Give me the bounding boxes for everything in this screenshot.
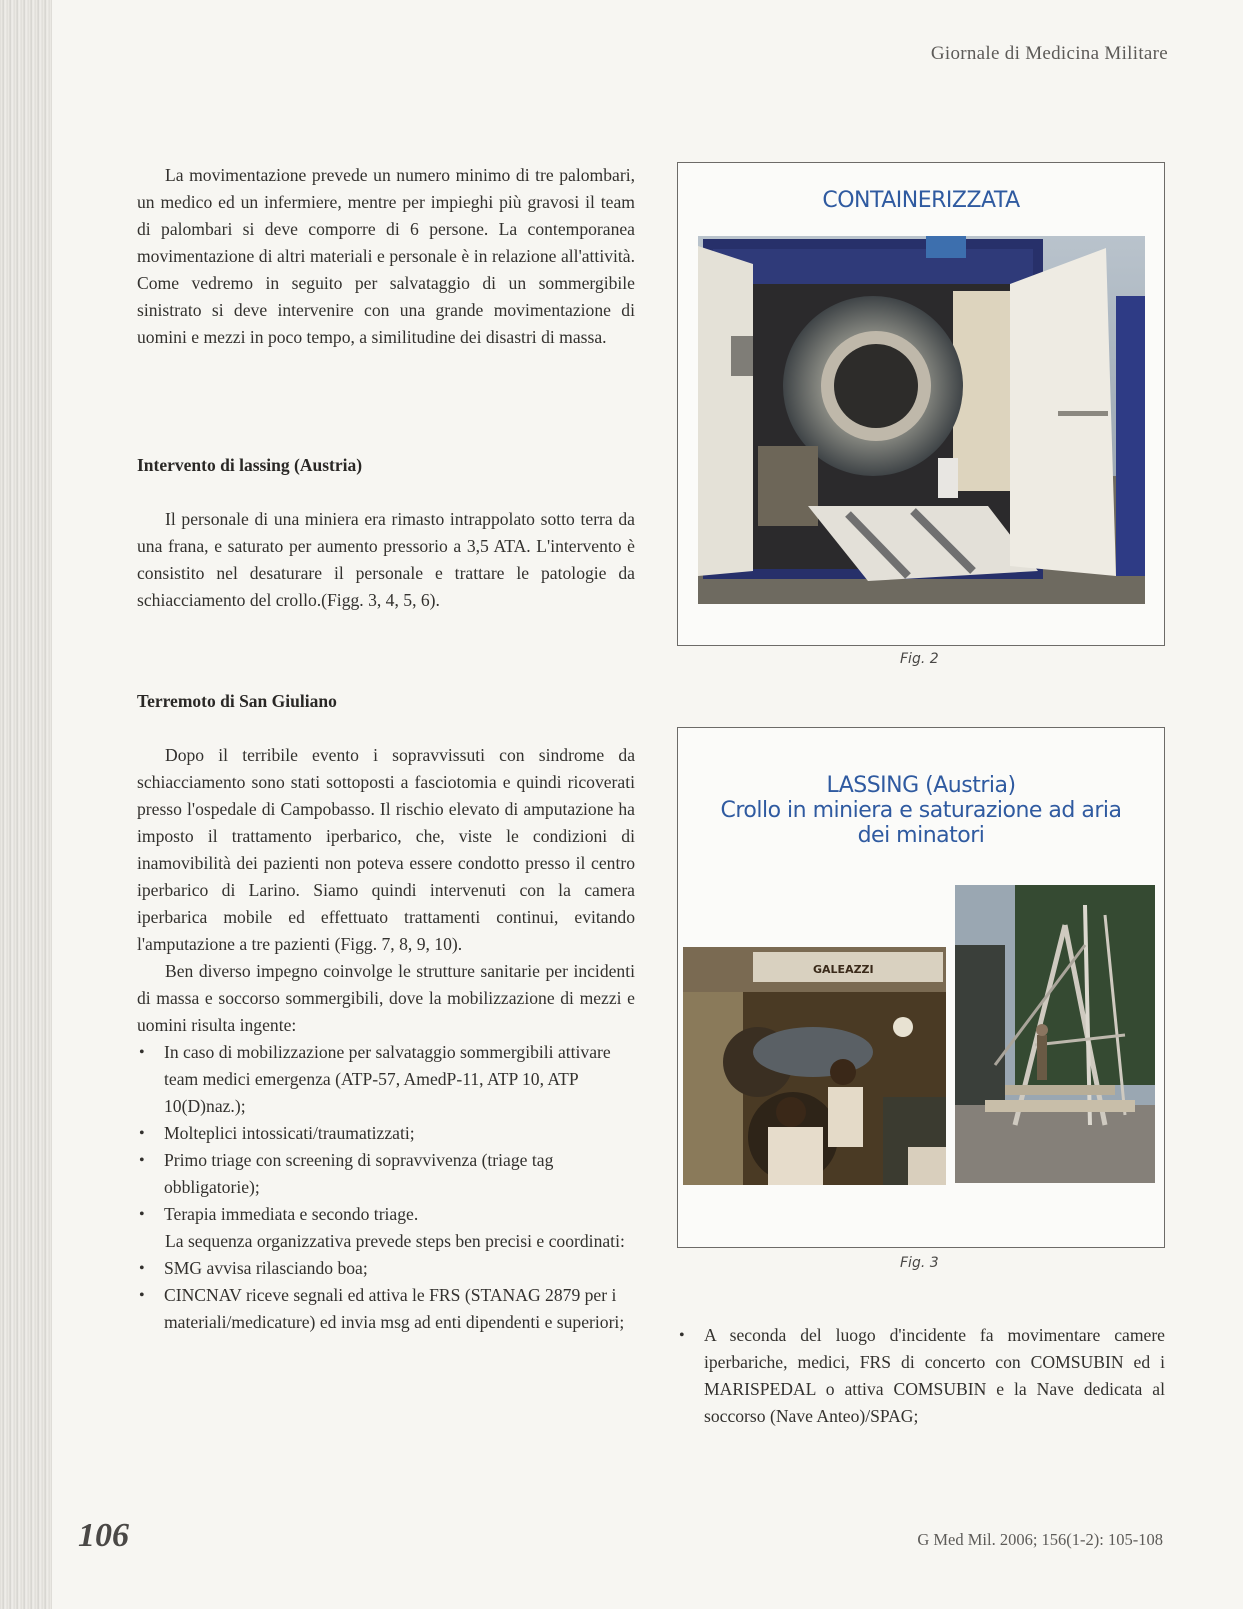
figure-3-title-line3: dei minatori [857, 823, 985, 848]
figure-3-title-line2: Crollo in miniera e saturazione ad aria [720, 798, 1122, 823]
figure-3-title-line1: LASSING (Austria) [826, 773, 1016, 798]
mine-rescue-team-image [683, 947, 946, 1185]
list-item: • In caso di mobilizzazione per salvataggio sommergibili attivare team medici emergenza (ATP-57, AmedP-11, ATP 10, ATP 10(D)naz.); [137, 1039, 635, 1120]
lassing-paragraph: Il personale di una miniera era rimasto intrappolato sotto terra da una frana, e saturato per aumento pressorio a 3,5 ATA. L'intervento è consistito nel desaturare il personale e trattare le patologie da schiacciamento del crollo.(Figg. 3, 4, 5, 6). [137, 509, 635, 610]
terremoto-block [137, 742, 635, 1336]
list-item: • Primo triage con screening di sopravvivenza (triage tag obbligatorie); [137, 1147, 635, 1201]
page-binding-edge [0, 0, 52, 1609]
impegno-paragraph: Ben diverso impegno coinvolge le strutture sanitarie per incidenti di massa e soccorso sommergibili, dove la mobilizzazione di mezzi e uomini risulta ingente: [137, 961, 635, 1035]
list-item: • Molteplici intossicati/traumatizzati; [137, 1120, 635, 1147]
mine-collapse-site-image [955, 885, 1155, 1183]
terremoto-paragraph: Dopo il terribile evento i sopravvissuti con sindrome da schiacciamento sono stati sottoposti a fasciotomia e quindi ricoverati presso l'ospedale di Campobasso. Il rischio elevato di amputazione ha imposto il trattamento iperbarico, che, viste le condizioni di inamovibilità dei pazienti non poteva essere condotto presso il centro iperbarico di Larino. Siamo quindi intervenuti con la camera iperbarica mobile ed effettuato trattamenti continui, evitando l'amputazione a tre pazienti (Figg. 7, 8, 9, 10). [137, 745, 635, 954]
figure-3-photo-right [955, 885, 1155, 1183]
figure-3-frame [677, 727, 1165, 1248]
right-bullet-block [677, 1322, 1165, 1430]
bullet-list-b [137, 1255, 635, 1336]
figure-2-container-photo [698, 236, 1145, 604]
list-item: • CINCNAV riceve segnali ed attiva le FRS (STANAG 2879 per i materiali/medicature) ed invia msg ad enti dipendenti e superiori; [137, 1282, 635, 1336]
bullet-list-a [137, 1039, 635, 1228]
list-item: • A seconda del luogo d'incidente fa movimentare camere iperbariche, medici, FRS di concerto con COMSUBIN ed i MARISPEDAL o attiva COMSUBIN e la Nave dedicata al soccorso (Nave Anteo)/SPAG; [677, 1322, 1165, 1430]
figure-3-photo-left [683, 947, 946, 1185]
figure-3-title [678, 773, 1164, 848]
list-item: • Terapia immediata e secondo triage. [137, 1201, 635, 1228]
figure-3-caption: Fig. 3 [900, 1255, 939, 1271]
bullet-list-c [677, 1322, 1165, 1430]
list-item: • SMG avvisa rilasciando boa; [137, 1255, 635, 1282]
photo-sign-text: GALEAZZI [813, 963, 874, 976]
sequenza-paragraph: La sequenza organizzativa prevede steps ben precisi e coordinati: [165, 1231, 625, 1251]
figure-2-title: CONTAINERIZZATA [822, 188, 1020, 213]
heading-terremoto: Terremoto di San Giuliano [137, 691, 337, 711]
heading-lassing: Intervento di lassing (Austria) [137, 455, 363, 475]
lassing-paragraph-block [137, 506, 635, 614]
figure-2-frame [677, 162, 1165, 646]
journal-citation: G Med Mil. 2006; 156(1-2): 105-108 [917, 1530, 1163, 1549]
hyperbaric-container-image [698, 236, 1145, 604]
intro-paragraph: La movimentazione prevede un numero minimo di tre palombari, un medico ed un infermiere, mentre per impieghi più gravosi il team di palombari si deve comporre di 6 persone. La contemporanea movimentazione di altri materiali e personale è in relazione all'attività. Come vedremo in seguito per salvataggio di un sommergibile sinistrato si deve intervenire con una grande movimentazione di uomini e mezzi in poco tempo, a similitudine dei disastri di massa. [137, 165, 635, 347]
figure-2-caption: Fig. 2 [900, 651, 939, 667]
journal-title: Giornale di Medicina Militare [930, 43, 1168, 64]
intro-paragraph-block [137, 162, 635, 351]
page-number: 106 [78, 1517, 129, 1554]
